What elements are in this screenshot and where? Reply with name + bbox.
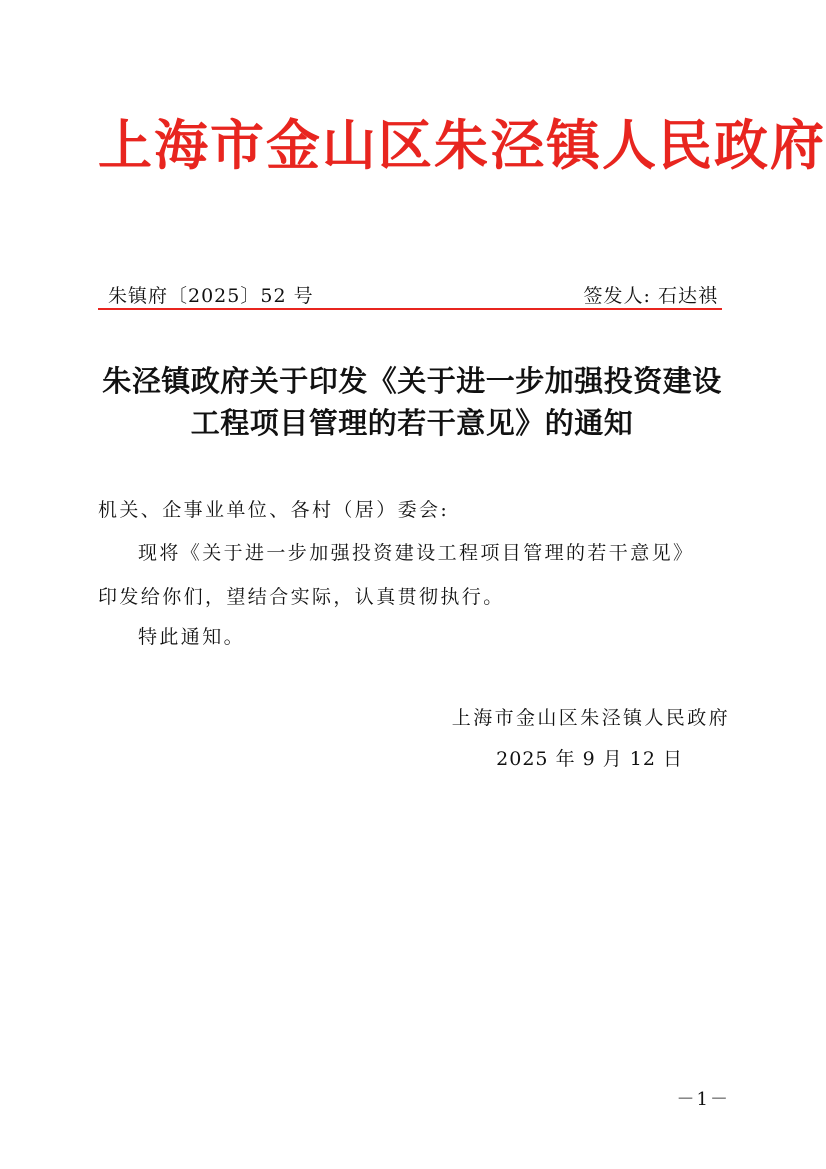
red-divider <box>98 308 722 310</box>
document-number-row <box>98 280 722 310</box>
paragraph-line-2: 印发给你们，望结合实际，认真贯彻执行。 <box>98 586 505 608</box>
title-line-2: 工程项目管理的若干意见》的通知 <box>190 406 634 440</box>
signature-date: 2025 年 9 月 12 日 <box>496 748 683 770</box>
document-title <box>92 360 732 444</box>
issuer-masthead: 上海市金山区朱泾镇人民政府 <box>98 113 826 177</box>
signature-organization: 上海市金山区朱泾镇人民政府 <box>451 707 730 729</box>
page-number: －1－ <box>676 1089 730 1110</box>
body-paragraph <box>98 541 728 609</box>
title-line-1: 朱泾镇政府关于印发《关于进一步加强投资建设 <box>102 364 722 398</box>
closing-remark: 特此通知。 <box>138 626 246 648</box>
paragraph-line-1: 现将《关于进一步加强投资建设工程项目管理的若干意见》 <box>138 542 695 564</box>
document-number: 朱镇府〔2025〕52 号 <box>108 285 314 307</box>
addressee: 机关、企事业单位、各村（居）委会: <box>98 499 450 521</box>
signer: 签发人: 石达祺 <box>583 285 718 307</box>
